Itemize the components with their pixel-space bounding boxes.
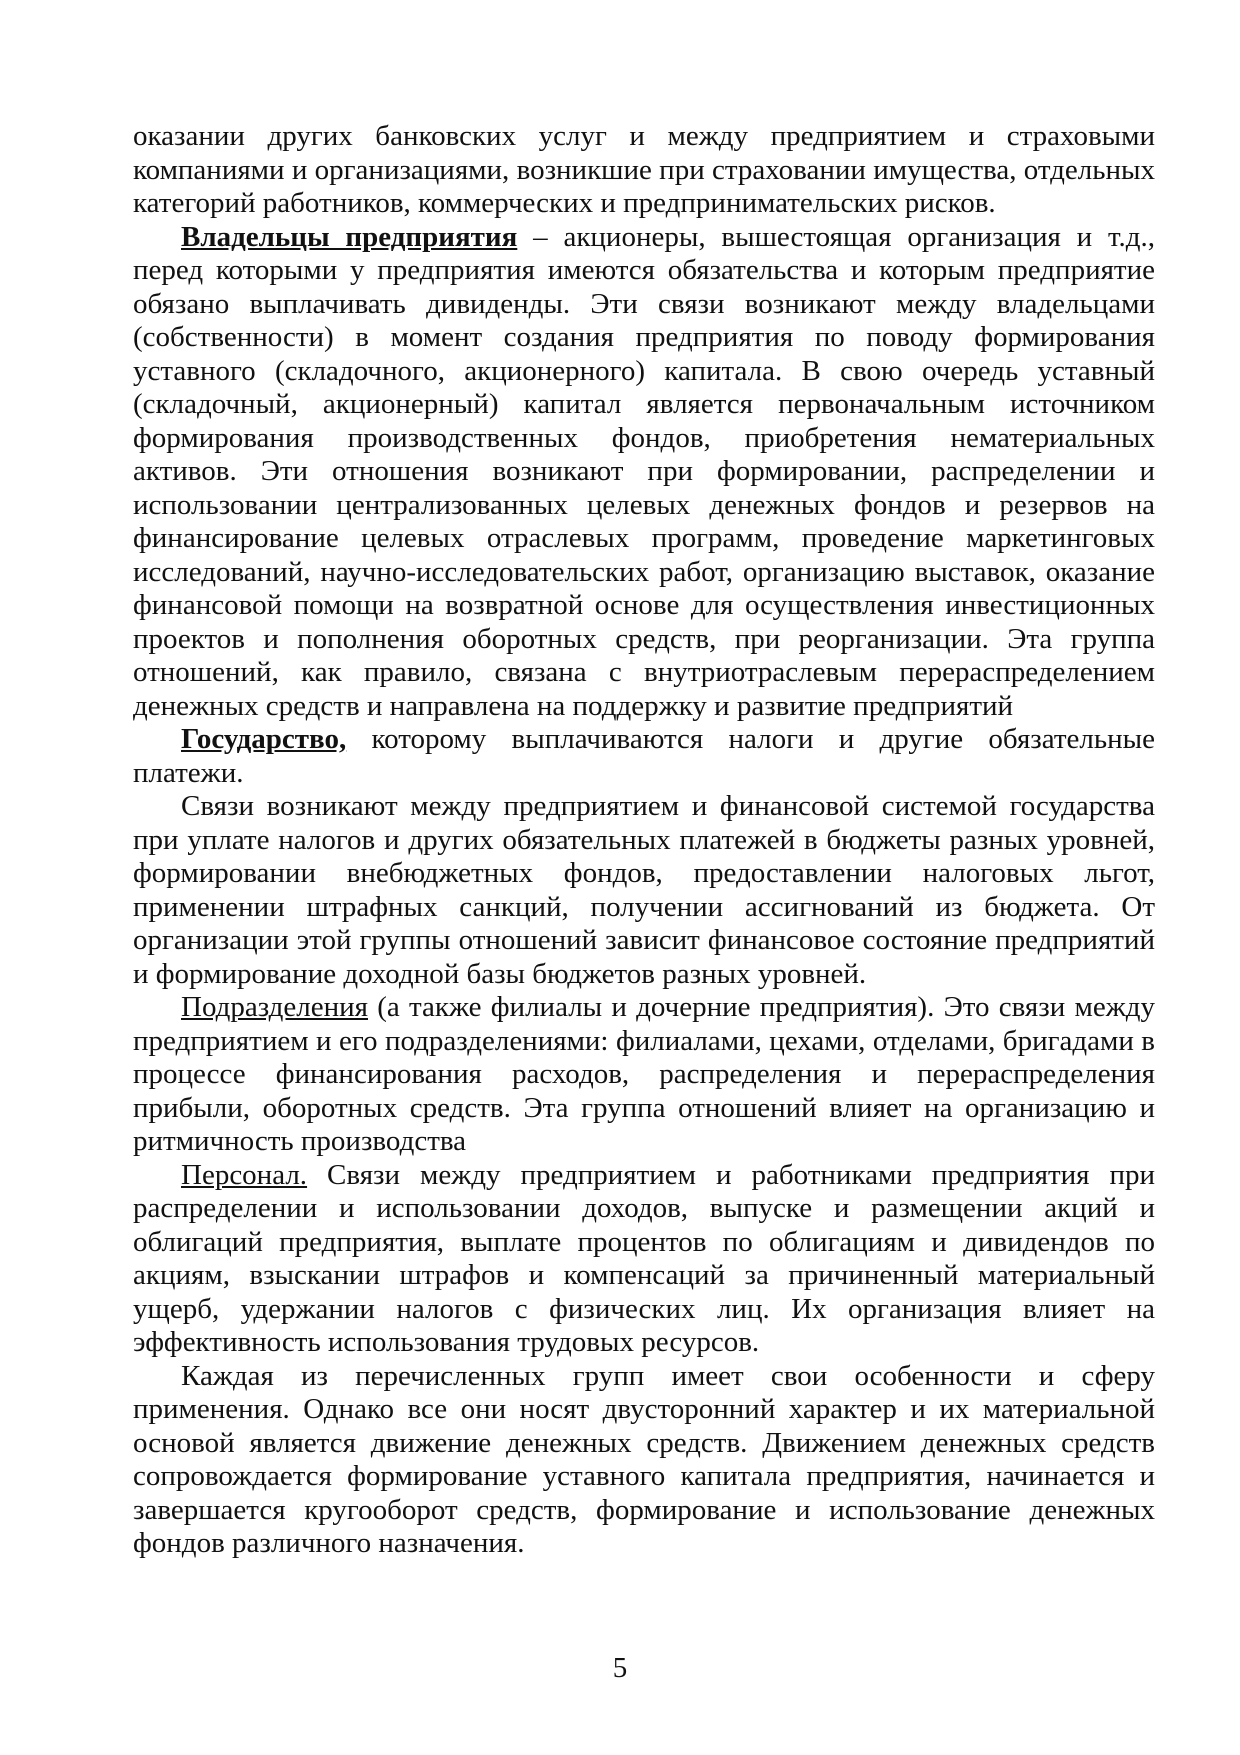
page-number: 5 xyxy=(612,1652,628,1684)
paragraph-text: (а также филиалы и дочерние предприятия). Это связи между предприятием и его подразделениями: филиалами, цехами, отделами, бригадами в процессе финансирования расходов, распределения и перераспределения прибыли, оборотных средств. Эта группа отношений влияет на организацию и ритмичность производства xyxy=(133,991,1155,1157)
paragraph xyxy=(133,723,1155,790)
paragraph-text: Связи возникают между предприятием и финансовой системой государства при уплате налогов и других обязательных платежей в бюджеты разных уровней, формировании внебюджетных фондов, предоставлении налоговых льгот, применении штрафных санкций, получении ассигнований из бюджета. От организации этой группы отношений зависит финансовое состояние предприятий и формирование доходной базы бюджетов разных уровней. xyxy=(133,790,1155,990)
paragraph-lead: Государство, xyxy=(181,723,347,755)
paragraph-lead: Владельцы предприятия xyxy=(181,220,518,253)
paragraph-text: Каждая из перечисленных групп имеет свои особенности и сферу применения. Однако все они носят двусторонний характер и их материальной основой является движение денежных средств. Движением денежных средств сопровождается формирование уставного капитала предприятия, начинается и завершается кругооборот средств, формирование и использование денежных фондов различного назначения. xyxy=(133,1359,1155,1559)
paragraph-lead: Подразделения xyxy=(181,991,369,1023)
paragraph xyxy=(133,1159,1155,1360)
paragraph xyxy=(133,221,1155,724)
paragraph-lead: Персонал. xyxy=(181,1158,308,1191)
text-block xyxy=(133,120,1155,1561)
paragraph xyxy=(133,1360,1155,1561)
paragraph xyxy=(133,790,1155,991)
paragraph xyxy=(133,991,1155,1159)
paragraph-text: которому выплачиваются налоги и другие обязательные платежи. xyxy=(133,723,1155,789)
paragraph-text: Связи между предприятием и работниками предприятия при распределении и использовании доходов, выпуске и размещении акций и облигаций предприятия, выплате процентов по облигациям и дивидендов по акциям, взыскании штрафов и компенсаций за причиненный материальный ущерб, удержании налогов с физических лиц. Их организация влияет на эффективность использования трудовых ресурсов. xyxy=(133,1158,1155,1358)
paragraph xyxy=(133,120,1155,221)
paragraph-text: оказании других банковских услуг и между предприятием и страховыми компаниями и организациями, возникшие при страховании имущества, отдельных категорий работников, коммерческих и предпринимательских рисков. xyxy=(133,120,1155,219)
paragraph-text: – акционеры, вышестоящая организация и т.д., перед которыми у предприятия имеются обязательства и которым предприятие обязано выплачивать дивиденды. Эти связи возникают между владельцами (собственности) в момент создания предприятия по поводу формирования уставного (складочного, акционерного) капитала. В свою очередь уставный (складочный, акционерный) капитал является первоначальным источником формирования производственных фондов, приобретения нематериальных активов. Эти отношения возникают при формировании, распределении и использовании централизованных целевых денежных фондов и резервов на финансирование целевых отраслевых программ, проведение маркетинговых исследований, научно-исследовательских работ, организацию выставок, оказание финансовой помощи на возвратной основе для осуществления инвестиционных проектов и пополнения оборотных средств, при реорганизации. Эта группа отношений, как правило, связана с внутриотраслевым перераспределением денежных средств и направлена на поддержку и развитие предприятий xyxy=(133,220,1155,722)
